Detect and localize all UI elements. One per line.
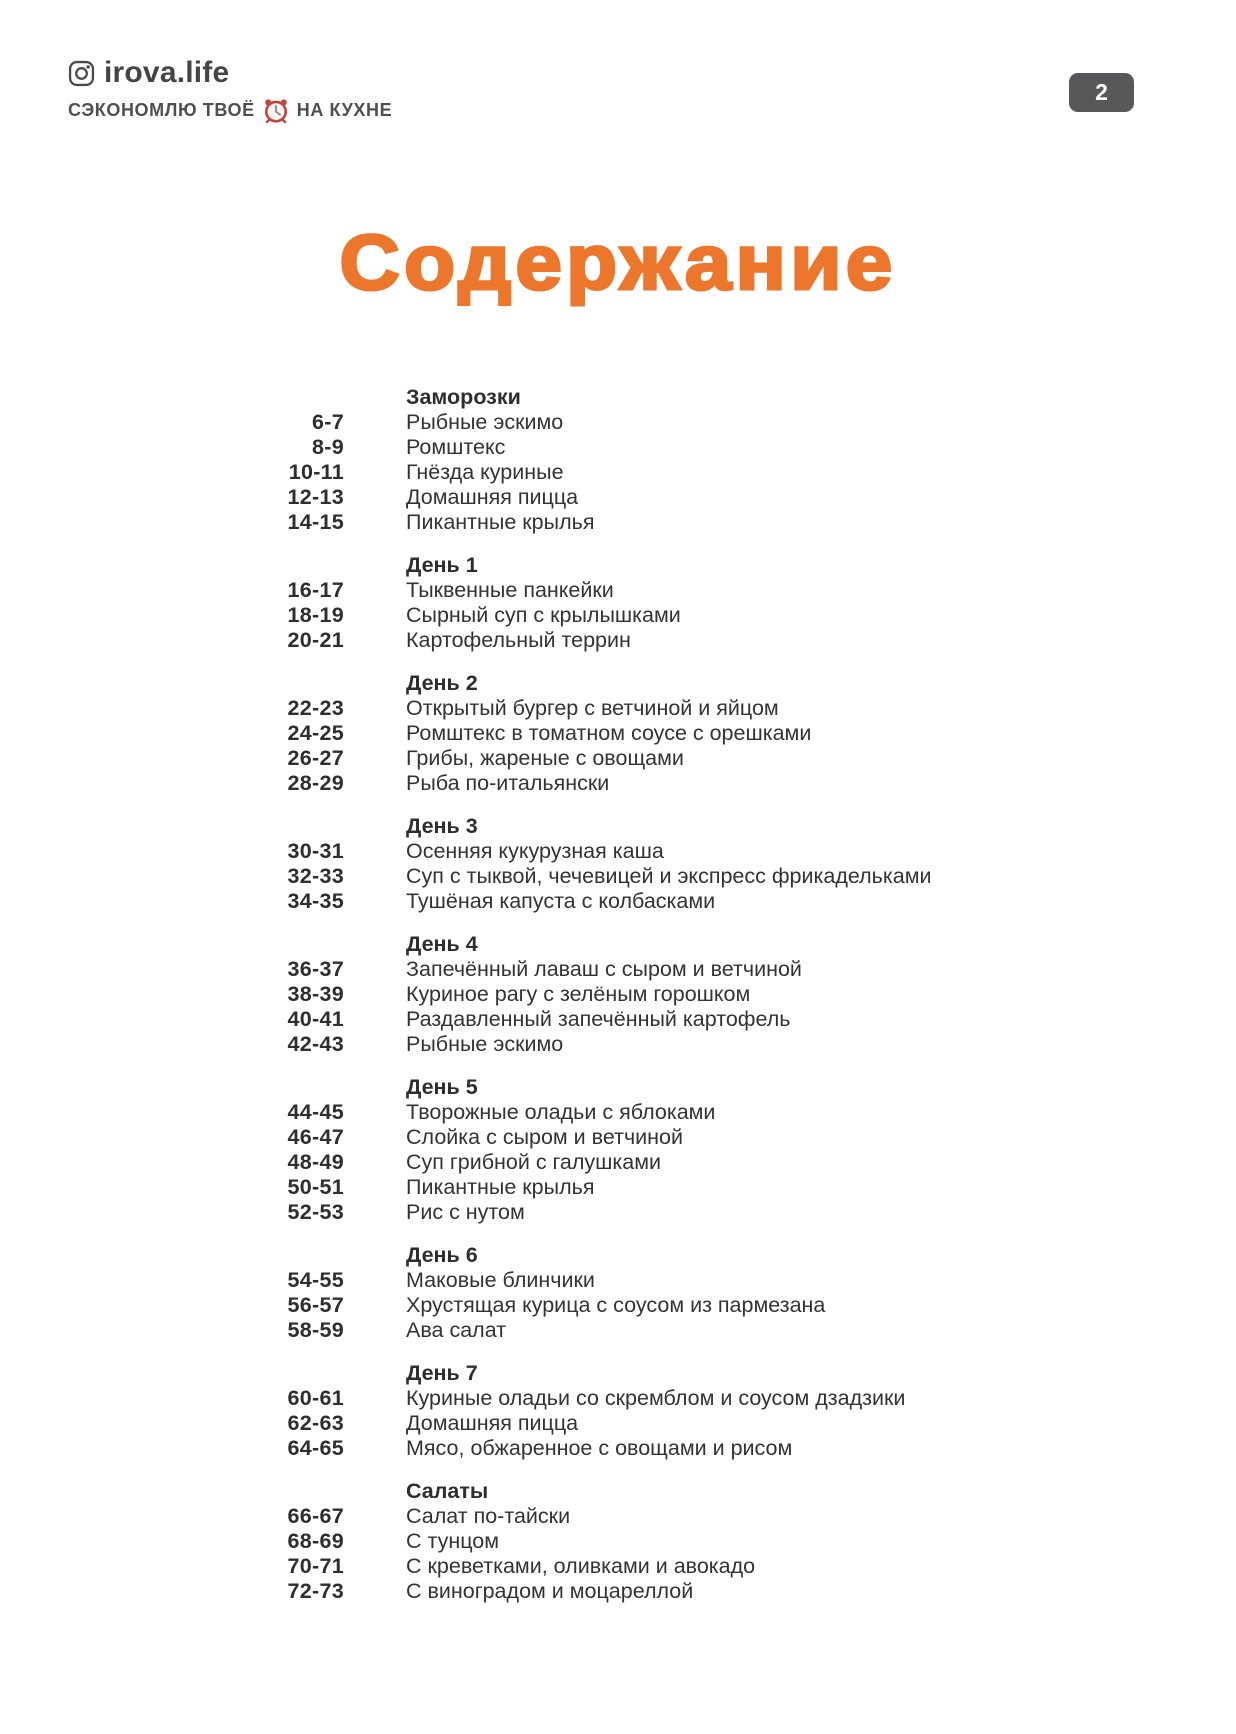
toc-entry-pages: 44-45: [287, 1100, 344, 1124]
toc-entry-title: Хрустящая курица с соусом из пармезана: [406, 1293, 826, 1317]
toc-entry-row: [65, 628, 1165, 653]
toc-entry-pages: 22-23: [287, 696, 344, 720]
toc-entry-row: [65, 1268, 1165, 1293]
toc-entry-pages: 36-37: [287, 957, 344, 981]
toc-entry-row: [65, 771, 1165, 796]
toc-entry-pages: 50-51: [287, 1175, 344, 1199]
toc-entry-row: [65, 1411, 1165, 1436]
toc-entry-pages: 46-47: [287, 1125, 344, 1149]
tagline: [68, 96, 392, 124]
toc-entry-pages: 32-33: [287, 864, 344, 888]
toc-section-heading-row: [65, 671, 1165, 696]
toc-entry-row: [65, 510, 1165, 535]
toc-section-heading-row: [65, 553, 1165, 578]
toc-entry-row: [65, 410, 1165, 435]
toc-section-heading-row: [65, 1243, 1165, 1268]
toc-entry-title: Открытый бургер с ветчиной и яйцом: [406, 696, 779, 720]
toc-entry-pages: 64-65: [287, 1436, 344, 1460]
toc-entry-title: Куриные оладьи со скремблом и соусом дзадзики: [406, 1386, 906, 1410]
toc-entry-row: [65, 721, 1165, 746]
toc-entry-pages: 18-19: [287, 603, 344, 627]
toc-entry-pages: 62-63: [287, 1411, 344, 1435]
toc-entry-title: Сырный суп с крылышками: [406, 603, 681, 627]
instagram-icon: [68, 60, 95, 87]
tagline-after: НА КУХНЕ: [296, 99, 393, 120]
toc-entry-title: Рыбные эскимо: [406, 410, 564, 434]
toc-entry-pages: 12-13: [287, 485, 344, 509]
toc-entry-title: С виноградом и моцареллой: [406, 1579, 694, 1603]
toc-entry-pages: 30-31: [287, 839, 344, 863]
toc-entry-title: Куриное рагу с зелёным горошком: [406, 982, 751, 1006]
toc-section-heading-row: [65, 1479, 1165, 1504]
toc-entry-row: [65, 1150, 1165, 1175]
toc-section-heading: День 2: [406, 671, 478, 695]
toc-entry-pages: 38-39: [287, 982, 344, 1006]
toc-entry-title: Суп грибной с галушками: [406, 1150, 662, 1174]
toc-entry-row: [65, 1100, 1165, 1125]
toc-entry-row: [65, 1007, 1165, 1032]
toc-entry-row: [65, 460, 1165, 485]
toc-entry-title: Рыба по-итальянски: [406, 771, 610, 795]
toc-entry-row: [65, 957, 1165, 982]
toc-section-heading-row: [65, 932, 1165, 957]
toc-entry-title: Пикантные крылья: [406, 1175, 595, 1199]
toc-entry-pages: 14-15: [287, 510, 344, 534]
toc-entry-title: С креветками, оливками и авокадо: [406, 1554, 756, 1578]
toc-entry-title: Мясо, обжаренное с овощами и рисом: [406, 1436, 793, 1460]
toc-entry-title: Слойка с сыром и ветчиной: [406, 1125, 683, 1149]
toc-entry-pages: 16-17: [287, 578, 344, 602]
toc-entry-title: С тунцом: [406, 1529, 500, 1553]
toc-entry-pages: 24-25: [287, 721, 344, 745]
toc-entry-row: [65, 982, 1165, 1007]
toc-entry-pages: 48-49: [287, 1150, 344, 1174]
toc-entry-title: Ромштекс: [406, 435, 506, 459]
toc-entry-row: [65, 746, 1165, 771]
toc-section-heading-row: [65, 385, 1165, 410]
toc-entry-row: [65, 1032, 1165, 1057]
toc-entry-title: Грибы, жареные с овощами: [406, 746, 684, 770]
toc-entry-title: Тыквенные панкейки: [406, 578, 614, 602]
table-of-contents: [65, 385, 1165, 1604]
toc-entry-pages: 6-7: [312, 410, 344, 434]
toc-entry-row: [65, 1175, 1165, 1200]
toc-entry-pages: 40-41: [287, 1007, 344, 1031]
toc-entry-title: Раздавленный запечённый картофель: [406, 1007, 791, 1031]
toc-section-heading: День 5: [406, 1075, 478, 1099]
toc-entry-title: Запечённый лаваш с сыром и ветчиной: [406, 957, 802, 981]
toc-entry-title: Пикантные крылья: [406, 510, 595, 534]
toc-entry-pages: 58-59: [287, 1318, 344, 1342]
toc-entry-row: [65, 839, 1165, 864]
toc-entry-title: Гнёзда куриные: [406, 460, 564, 484]
toc-entry-title: Маковые блинчики: [406, 1268, 595, 1292]
toc-entry-row: [65, 603, 1165, 628]
toc-entry-title: Салат по-тайски: [406, 1504, 571, 1528]
header: [68, 56, 392, 124]
page-number: 2: [1095, 79, 1108, 105]
instagram-handle: irova.life: [104, 56, 230, 89]
toc-entry-pages: 54-55: [287, 1268, 344, 1292]
toc-section-heading: День 7: [406, 1361, 478, 1385]
toc-entry-row: [65, 1125, 1165, 1150]
toc-section-heading: Салаты: [406, 1479, 489, 1503]
toc-entry-row: [65, 1436, 1165, 1461]
page-title: Содержание: [339, 218, 897, 306]
toc-section-heading: День 4: [406, 932, 478, 956]
toc-entry-pages: 10-11: [288, 460, 344, 484]
toc-entry-row: [65, 1200, 1165, 1225]
toc-entry-pages: 28-29: [287, 771, 344, 795]
toc-section-heading: День 6: [406, 1243, 478, 1267]
toc-entry-title: Осенняя кукурузная каша: [406, 839, 664, 863]
toc-entry-title: Домашняя пицца: [406, 1411, 579, 1435]
toc-entry-title: Ромштекс в томатном соусе с орешками: [406, 721, 812, 745]
toc-entry-row: [65, 435, 1165, 460]
toc-section-heading: День 1: [406, 553, 478, 577]
toc-entry-pages: 52-53: [287, 1200, 344, 1224]
toc-entry-pages: 56-57: [287, 1293, 344, 1317]
toc-entry-title: Рыбные эскимо: [406, 1032, 564, 1056]
instagram-handle-row: [68, 56, 392, 90]
toc-entry-title: Тушёная капуста с колбасками: [406, 889, 716, 913]
toc-entry-pages: 34-35: [287, 889, 344, 913]
page-number-badge: [1069, 73, 1134, 112]
toc-section-heading-row: [65, 1075, 1165, 1100]
toc-entry-title: Суп с тыквой, чечевицей и экспресс фрикадельками: [406, 864, 932, 888]
toc-entry-row: [65, 696, 1165, 721]
toc-entry-title: Картофельный террин: [406, 628, 631, 652]
toc-entry-row: [65, 889, 1165, 914]
toc-entry-row: [65, 864, 1165, 889]
toc-entry-row: [65, 1529, 1165, 1554]
alarm-clock-icon: [262, 97, 290, 125]
toc-entry-pages: 66-67: [287, 1504, 344, 1528]
toc-entry-pages: 70-71: [287, 1554, 344, 1578]
tagline-before: СЭКОНОМЛЮ ТВОЁ: [68, 99, 255, 120]
toc-entry-pages: 72-73: [287, 1579, 344, 1603]
toc-entry-row: [65, 1579, 1165, 1604]
toc-entry-row: [65, 1554, 1165, 1579]
toc-entry-title: Рис с нутом: [406, 1200, 525, 1224]
toc-section-heading: Заморозки: [406, 385, 521, 409]
toc-section-heading-row: [65, 1361, 1165, 1386]
toc-entry-row: [65, 1386, 1165, 1411]
toc-entry-pages: 42-43: [287, 1032, 344, 1056]
toc-entry-row: [65, 1293, 1165, 1318]
toc-entry-title: Ава салат: [406, 1318, 507, 1342]
toc-entry-row: [65, 1318, 1165, 1343]
toc-entry-row: [65, 578, 1165, 603]
toc-entry-pages: 20-21: [287, 628, 344, 652]
toc-entry-row: [65, 1504, 1165, 1529]
toc-section-heading: День 3: [406, 814, 478, 838]
toc-entry-pages: 26-27: [287, 746, 344, 770]
toc-section-heading-row: [65, 814, 1165, 839]
toc-entry-title: Домашняя пицца: [406, 485, 579, 509]
toc-entry-title: Творожные оладьи с яблоками: [406, 1100, 716, 1124]
toc-entry-pages: 8-9: [312, 435, 344, 459]
toc-entry-pages: 60-61: [287, 1386, 344, 1410]
toc-entry-pages: 68-69: [287, 1529, 344, 1553]
toc-entry-row: [65, 485, 1165, 510]
